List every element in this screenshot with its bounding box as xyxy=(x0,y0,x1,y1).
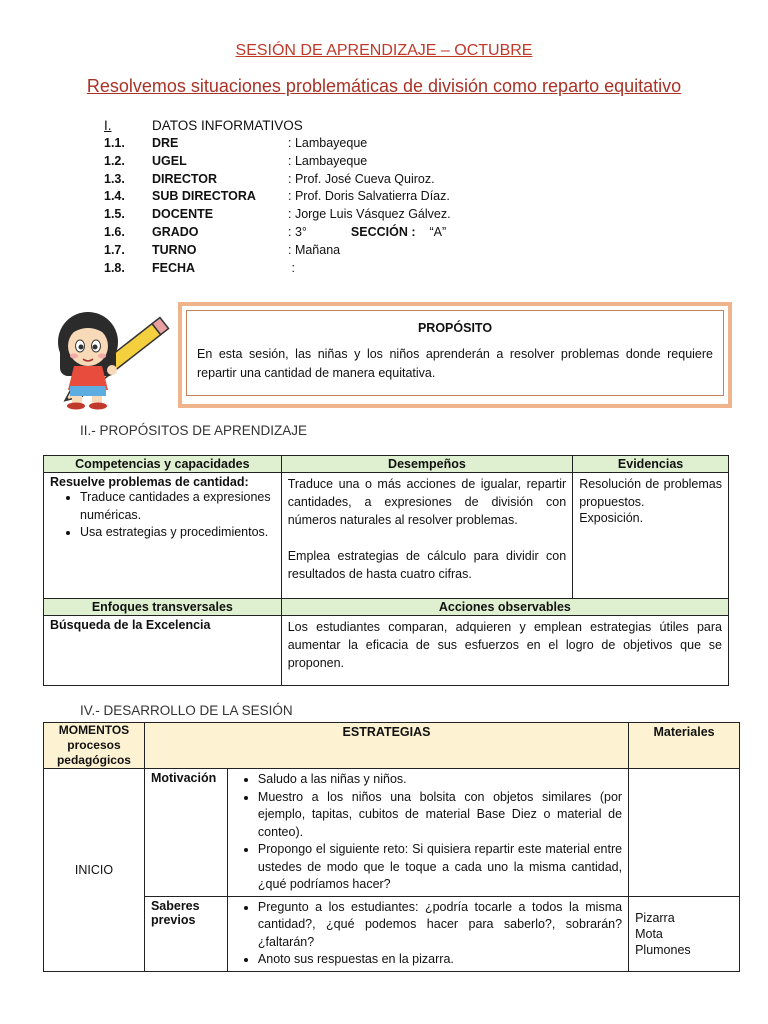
table-header: Competencias y capacidades xyxy=(44,456,282,473)
session-subtitle: Resolvemos situaciones problemáticas de división como reparto equitativo xyxy=(86,76,682,96)
desempeno-text: Traduce una o más acciones de igualar, repartir cantidades, a expresiones de división con números naturales al resolver problemas. xyxy=(287,477,567,527)
datos-informativos xyxy=(104,118,451,277)
section-number: I. xyxy=(104,118,112,133)
motivacion-cell xyxy=(227,769,628,897)
document-title: SESIÓN DE APRENDIZAJE – OCTUBRE xyxy=(235,42,533,59)
datos-row: 1.3. DIRECTOR : Prof. José Cueva Quiroz. xyxy=(104,171,435,186)
girl-with-pencil-icon xyxy=(46,302,182,410)
materiales-header: Materiales xyxy=(629,723,740,769)
propositos-table xyxy=(43,455,729,686)
competencias-cell xyxy=(44,473,282,599)
datos-row: 1.2. UGEL : Lambayeque xyxy=(104,153,368,168)
material-item: Mota xyxy=(635,926,663,941)
proposito-title: PROPÓSITO xyxy=(417,321,493,335)
materiales-cell xyxy=(629,769,740,897)
estrategias-header: ESTRATEGIAS xyxy=(144,723,628,769)
desempenos-cell xyxy=(281,473,572,599)
list-item: • Muestro a los niños una bolsita con objetos similares (por ejemplo, tapitas, cubitos de material Base Diez o material de conteo). xyxy=(258,789,622,842)
evidencia-text: Exposición. xyxy=(579,511,644,525)
table-row xyxy=(44,616,729,686)
table-header: Enfoques transversales xyxy=(44,599,282,616)
table-row xyxy=(44,723,740,769)
table-header: Acciones observables xyxy=(281,599,728,616)
table-row xyxy=(44,456,729,473)
proposito-box xyxy=(178,302,732,408)
motivacion-label: Motivación xyxy=(144,769,227,897)
table-row xyxy=(44,599,729,616)
list-item: • Usa estrategias y procedimientos. xyxy=(80,524,275,542)
datos-heading: DATOS INFORMATIVOS xyxy=(152,118,303,133)
datos-row: 1.4. SUB DIRECTORA : Prof. Doris Salvatierra Díaz. xyxy=(104,189,450,204)
datos-row: 1.8. FECHA : xyxy=(104,260,295,275)
momento-inicio: INICIO xyxy=(44,769,145,972)
desarrollo-table xyxy=(43,722,740,972)
desempeno-text: Emplea estrategias de cálculo para dividir con resultados de hasta cuatro cifras. xyxy=(287,549,567,581)
materiales-list xyxy=(629,896,740,971)
list-item: • Pregunto a los estudiantes: ¿podría tocarle a todos la misma cantidad?, ¿qué podemos hacer para saberlo?, sobrarán? ¿faltarán? xyxy=(258,899,622,952)
saberes-label: Saberes previos xyxy=(144,896,227,971)
material-item: Pizarra xyxy=(635,910,675,925)
list-item: • Traduce cantidades a expresiones numéricas. xyxy=(80,489,275,524)
momentos-header: MOMENTOS procesos pedagógicos xyxy=(44,723,145,769)
section-propositos-title: II.- PROPÓSITOS DE APRENDIZAJE xyxy=(80,423,308,438)
seccion-value: “A” xyxy=(429,224,447,239)
table-row xyxy=(44,896,740,971)
acciones-cell: Los estudiantes comparan, adquieren y emplean estrategias útiles para aumentar la eficacia de sus esfuerzos en el logro de objetivos que se proponen. xyxy=(281,616,728,686)
evidencias-cell xyxy=(573,473,729,599)
table-row xyxy=(44,473,729,599)
saberes-cell xyxy=(227,896,628,971)
proposito-text: En esta sesión, las niñas y los niños aprenderán a resolver problemas donde requiere repartir una cantidad de manera equitativa. xyxy=(197,347,713,380)
evidencia-text: Resolución de problemas propuestos. xyxy=(579,477,722,509)
table-row xyxy=(44,769,740,897)
list-item: • Anoto sus respuestas en la pizarra. xyxy=(258,951,622,969)
material-item: Plumones xyxy=(635,942,691,957)
enfoque-cell: Búsqueda de la Excelencia xyxy=(44,616,282,686)
list-item: • Saludo a las niñas y niños. xyxy=(258,771,622,789)
datos-row: 1.7. TURNO : Mañana xyxy=(104,242,341,257)
seccion-label: SECCIÓN : xyxy=(350,224,416,239)
datos-row: 1.1. DRE : Lambayeque xyxy=(104,136,368,150)
section-desarrollo-title: IV.- DESARROLLO DE LA SESIÓN xyxy=(80,703,293,718)
list-item: • Propongo el siguiente reto: Si quisiera repartir este material entre ustedes de modo que le toque a cada uno la misma cantidad, ¿qué podríamos hacer? xyxy=(258,841,622,894)
datos-row: 1.6. GRADO : 3° SECCIÓN : “A” xyxy=(104,224,447,239)
datos-row: 1.5. DOCENTE : Jorge Luis Vásquez Gálvez. xyxy=(104,207,451,222)
competencia-text: Resuelve problemas de cantidad: xyxy=(50,475,249,489)
table-header: Desempeños xyxy=(281,456,572,473)
table-header: Evidencias xyxy=(573,456,729,473)
